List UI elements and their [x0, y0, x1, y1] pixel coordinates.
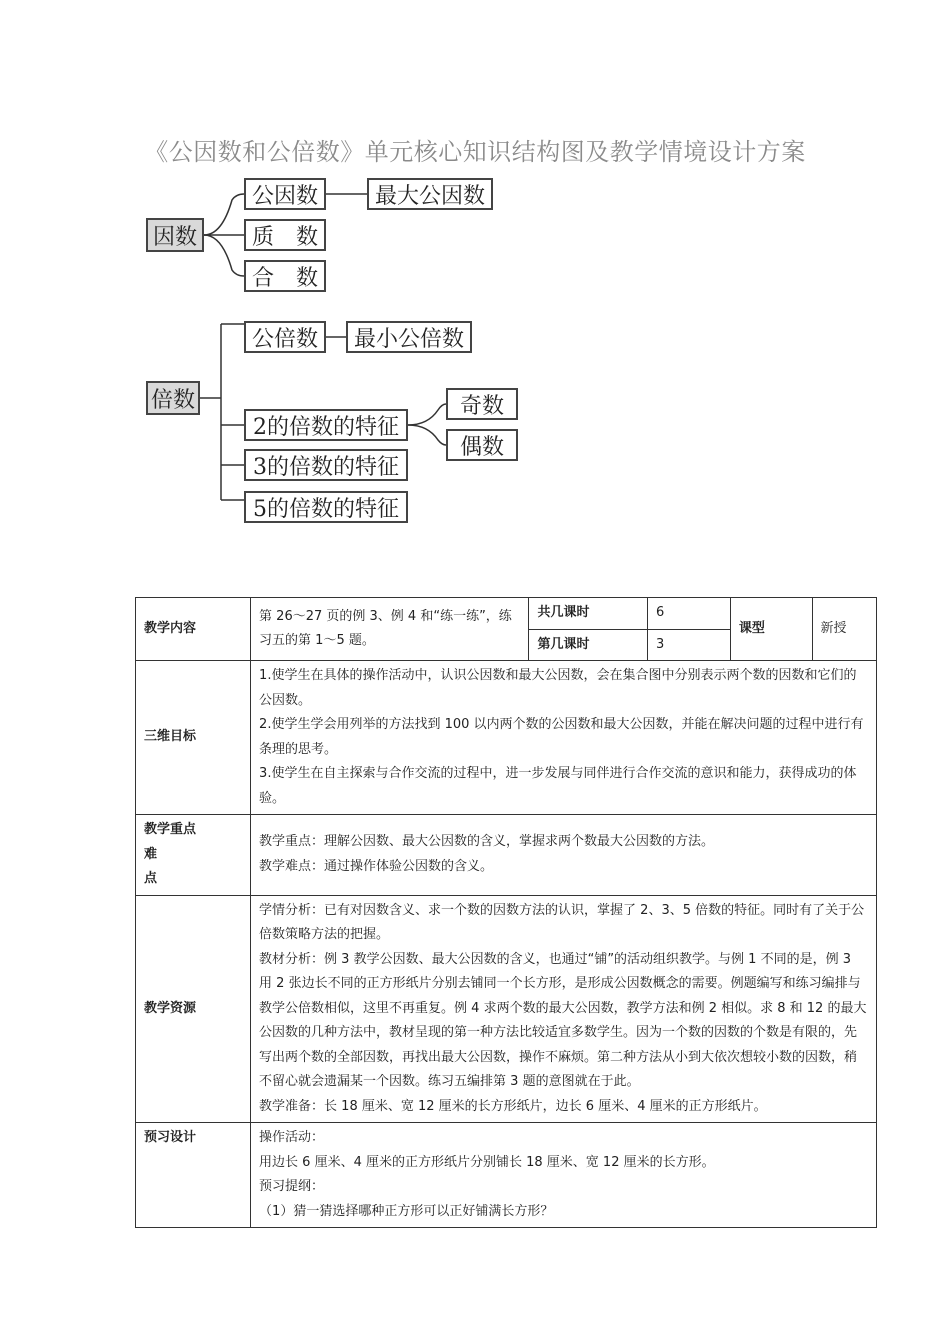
lesson-type-value: 新授: [812, 598, 876, 661]
multiple-root-node: 倍数: [146, 381, 200, 415]
gcf-node: 最大公因数: [367, 178, 493, 210]
resources-cell: [251, 895, 877, 1123]
resources-label: 教学资源: [136, 895, 251, 1123]
lcm-node: 最小公倍数: [346, 321, 472, 353]
key-difficult-label: [136, 815, 251, 896]
resource-paragraph: 学情分析：已有对因数含义、求一个数的因数方法的认识，掌握了 2、3、5 倍数的特征。同时有了关于公倍数策略方法的把握。: [259, 902, 865, 942]
knowledge-structure-diagram: [0, 0, 950, 560]
preview-line: 用边长 6 厘米、4 厘米的正方形纸片分别铺长 18 厘米、宽 12 厘米的长方形。: [259, 1154, 715, 1170]
content-text: 第 26～27 页的例 3、例 4 和“练一练”，练习五的第 1～5 题。: [251, 598, 529, 661]
multiple-of-3-node: 3的倍数的特征: [244, 449, 408, 481]
diagram-connector-lines: [0, 0, 950, 560]
prime-node: 质 数: [244, 219, 326, 251]
lesson-type-label: 课型: [730, 598, 812, 661]
goal-item: 3.使学生在自主探索与合作交流的过程中，进一步发展与同伴进行合作交流的意识和能力，获得成功的体验。: [259, 766, 857, 806]
goal-item: 2.使学生学会用列举的方法找到 100 以内两个数的公因数和最大公因数，并能在解决问题的过程中进行有条理的思考。: [259, 717, 864, 757]
document-title: 《公因数和公倍数》单元核心知识结构图及教学情境设计方案: [144, 138, 806, 166]
common-factor-node: 公因数: [244, 178, 326, 210]
key-label-line-3: 点: [144, 871, 158, 886]
table-row: [136, 1123, 877, 1228]
goals-label: 三维目标: [136, 661, 251, 815]
table-row: [136, 598, 877, 630]
difficult-point: 教学难点：通过操作体验公因数的含义。: [259, 858, 494, 874]
key-label-line-1: 教学重点: [144, 822, 197, 837]
composite-node: 合 数: [244, 260, 326, 292]
goal-item: 1.使学生在具体的操作活动中，认识公因数和最大公因数，会在集合图中分别表示两个数的因数和它们的公因数。: [259, 668, 857, 708]
preview-label: 预习设计: [136, 1123, 251, 1228]
resource-paragraph: 教材分析：例 3 教学公因数、最大公因数的含义，也通过“铺”的活动组织教学。与例 1 不同的是，例 3 用 2 张边长不同的正方形纸片分别去铺同一个长方形，是形成公因数概念的需要。例题编写和练习编排与教学公倍数相似，这里不再重复。例 4 求两个数的最大公因数，教学方法和例 2 相似。求 8 和 12 的最大公因数的几种方法中，教材呈现的第一种方法比较适宜多数学生。因为一个数的因数的个数是有限的，先写出两个数的全部因数，再找出最大公因数，操作不麻烦。第二种方法从小到大依次想较小数的因数，稍不留心就会遗漏某一个因数。练习五编排第 3 题的意图就在于此。: [259, 951, 867, 1089]
odd-node: 奇数: [446, 388, 518, 420]
nth-lesson-value: 3: [647, 629, 730, 661]
table-row: [136, 895, 877, 1123]
preview-line: （1）猜一猜选择哪种正方形可以正好铺满长方形？: [259, 1203, 554, 1219]
even-node: 偶数: [446, 429, 518, 461]
table-row: [136, 661, 877, 815]
preview-cell: [251, 1123, 877, 1228]
preview-line: 预习提纲：: [259, 1179, 325, 1194]
nth-lesson-label: 第几课时: [529, 629, 648, 661]
total-lessons-label: 共几课时: [529, 598, 648, 630]
common-multiple-node: 公倍数: [244, 321, 326, 353]
total-lessons-value: 6: [647, 598, 730, 630]
table-row: [136, 815, 877, 896]
preview-line: 操作活动：: [259, 1130, 325, 1145]
multiple-of-5-node: 5的倍数的特征: [244, 491, 408, 523]
teaching-plan-table: [135, 597, 877, 1228]
key-label-line-2: 难: [144, 846, 158, 862]
multiple-of-2-node: 2的倍数的特征: [244, 409, 408, 441]
key-difficult-cell: [251, 815, 877, 896]
goals-cell: [251, 661, 877, 815]
resource-paragraph: 教学准备：长 18 厘米、宽 12 厘米的长方形纸片，边长 6 厘米、4 厘米的正方形纸片。: [259, 1098, 767, 1114]
content-label: 教学内容: [136, 598, 251, 661]
factor-root-node: 因数: [146, 218, 204, 252]
key-point: 教学重点：理解公因数、最大公因数的含义，掌握求两个数最大公因数的方法。: [259, 834, 715, 850]
